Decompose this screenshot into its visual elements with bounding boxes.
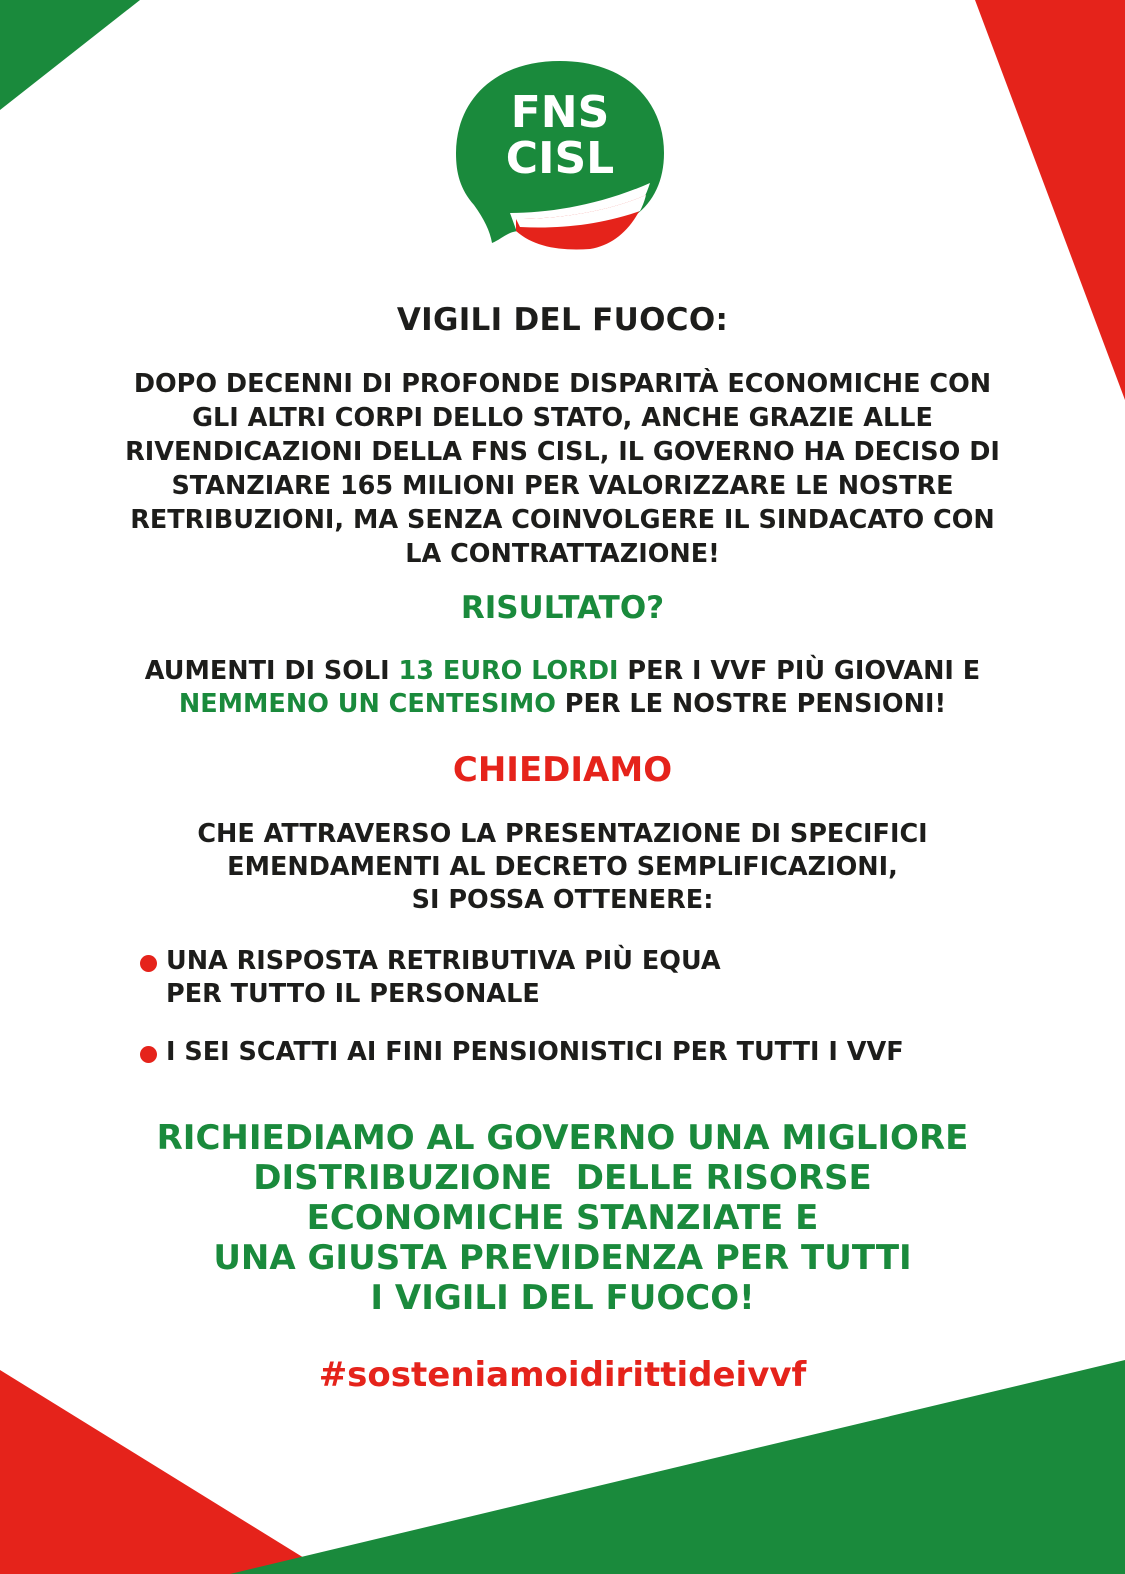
intro-line: STANZIARE 165 MILIONI PER VALORIZZARE LE NOSTRE bbox=[171, 471, 954, 501]
bullet-line: UNA RISPOSTA RETRIBUTIVA PIÙ EQUA bbox=[166, 946, 721, 976]
result-line-1 bbox=[60, 655, 1065, 688]
result-line-2 bbox=[60, 688, 1065, 721]
list-item bbox=[140, 1036, 1020, 1069]
bullet-dot-icon bbox=[140, 1046, 157, 1063]
intro-line: RIVENDICAZIONI DELLA FNS CISL, IL GOVERNO HA DECISO DI bbox=[125, 437, 1000, 467]
intro-line: RETRIBUZIONI, MA SENZA COINVOLGERE IL SINDACATO CON bbox=[130, 505, 995, 535]
hashtag[interactable]: #sosteniamoidirittideivvf bbox=[318, 1355, 807, 1395]
closing-line: I VIGILI DEL FUOCO! bbox=[370, 1278, 755, 1318]
logo-text-line2: CISL bbox=[505, 133, 615, 184]
intro-paragraph bbox=[40, 367, 1085, 571]
logo-text-line1: FNS bbox=[510, 87, 610, 138]
bullet-dot-icon bbox=[140, 955, 157, 972]
result-paragraph bbox=[60, 655, 1065, 721]
bullet-line: PER TUTTO IL PERSONALE bbox=[166, 979, 540, 1009]
closing-line: RICHIEDIAMO AL GOVERNO UNA MIGLIORE bbox=[156, 1118, 969, 1158]
demands-list bbox=[140, 945, 1020, 1094]
list-item bbox=[140, 945, 1020, 1011]
intro-line: LA CONTRATTAZIONE! bbox=[405, 539, 720, 569]
result-text: PER LE NOSTRE PENSIONI! bbox=[555, 689, 947, 719]
closing-statement bbox=[60, 1118, 1065, 1318]
closing-line: DISTRIBUZIONE DELLE RISORSE bbox=[253, 1158, 872, 1198]
result-highlight-amount: 13 EURO LORDI bbox=[398, 656, 619, 686]
ask-line: CHE ATTRAVERSO LA PRESENTAZIONE DI SPECIFICI bbox=[197, 819, 928, 849]
bullet-line: I SEI SCATTI AI FINI PENSIONISTICI PER TUTTI I VVF bbox=[166, 1037, 904, 1067]
intro-line: DOPO DECENNI DI PROFONDE DISPARITÀ ECONOMICHE CON bbox=[133, 369, 992, 399]
ask-paragraph bbox=[60, 818, 1065, 917]
ask-line: EMENDAMENTI AL DECRETO SEMPLIFICAZIONI, bbox=[227, 852, 898, 882]
result-text: PER I VVF PIÙ GIOVANI E bbox=[618, 656, 981, 686]
closing-line: UNA GIUSTA PREVIDENZA PER TUTTI bbox=[213, 1238, 912, 1278]
ask-line: SI POSSA OTTENERE: bbox=[411, 885, 714, 915]
intro-line: GLI ALTRI CORPI DELLO STATO, ANCHE GRAZIE ALLE bbox=[192, 403, 933, 433]
ask-heading: CHIEDIAMO bbox=[452, 750, 673, 790]
result-heading: RISULTATO? bbox=[460, 590, 665, 626]
result-text: AUMENTI DI SOLI bbox=[144, 656, 399, 686]
result-highlight-none: NEMMENO UN CENTESIMO bbox=[178, 689, 556, 719]
page-title: VIGILI DEL FUOCO: bbox=[396, 302, 729, 338]
closing-line: ECONOMICHE STANZIATE E bbox=[306, 1198, 819, 1238]
